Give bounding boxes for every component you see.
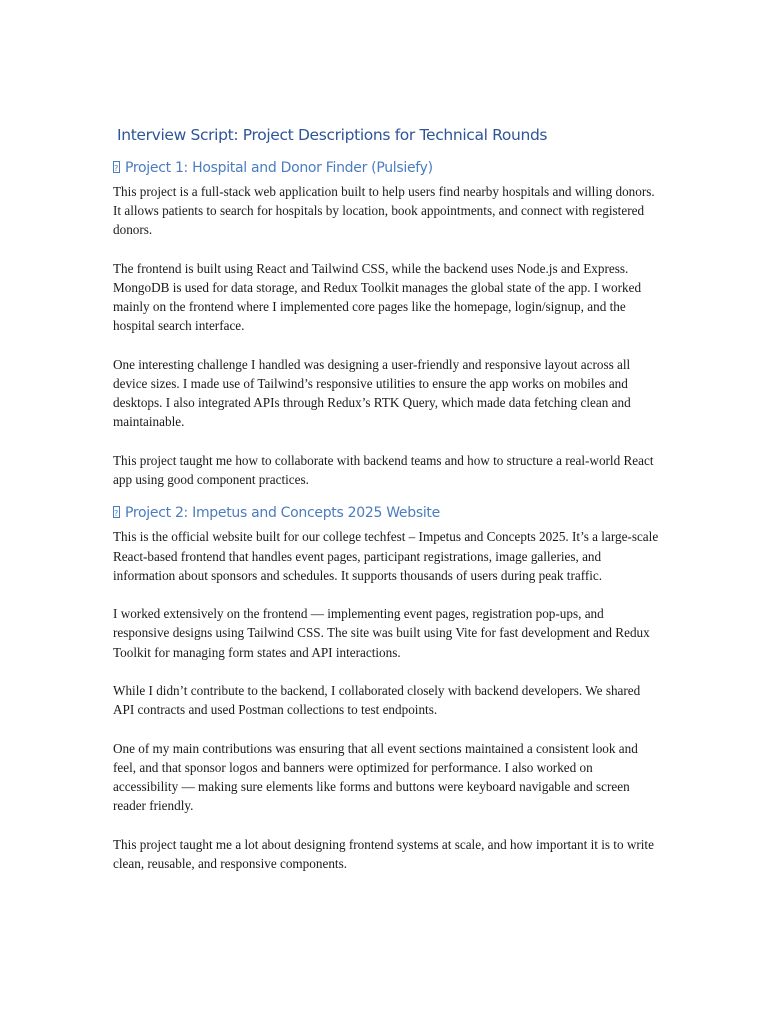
project-2-section: [113, 503, 659, 873]
project-2-paragraph-3: While I didn’t contribute to the backend, I collaborated closely with backend developers. We shared API contracts and used Postman collections to test endpoints.: [113, 682, 641, 718]
document-title: Interview Script: Project Descriptions for Technical Rounds: [117, 126, 548, 144]
project-1-section: [113, 158, 659, 489]
project-1-paragraph-4: This project taught me how to collaborate with backend teams and how to structure a real-world React app using good component practices.: [113, 452, 654, 487]
project-2-paragraph-4: One of my main contributions was ensuring that all event sections maintained a consistent look and feel, and that sponsor logos and banners were optimized for performance. I also worked on accessibility — making sure elements like forms and buttons were keyboard navigable and screen reader friendly.: [113, 740, 638, 814]
project-1-paragraph-1: This project is a full-stack web application built to help users find nearby hospitals and willing donors. It allows patients to search for hospitals by location, book appointments, and connect with registered donors.: [113, 184, 655, 238]
project-1-heading-text: Project 1: Hospital and Donor Finder (Pulsiefy): [125, 160, 433, 176]
missing-glyph-icon: [113, 506, 120, 518]
project-2-paragraph-1: This is the official website built for our college techfest – Impetus and Concepts 2025. It’s a large-scale React-based frontend that handles event pages, participant registrations, image galleries, and information about sponsors and schedules. It supports thousands of users during peak traffic.: [113, 529, 659, 583]
project-2-paragraph-2: I worked extensively on the frontend — implementing event pages, registration pop-ups, and responsive designs using Tailwind CSS. The site was built using Vite for fast development and Redux Toolkit for managing form states and API interactions.: [113, 606, 650, 660]
document-body: [113, 124, 659, 892]
project-1-heading: [113, 158, 659, 178]
project-1-paragraph-2: The frontend is built using React and Tailwind CSS, while the backend uses Node.js and Express. MongoDB is used for data storage, and Redux Toolkit manages the global state of the app. I worked mainly on the frontend where I implemented core pages like the homepage, login/signup, and the hospital search interface.: [113, 260, 642, 334]
project-2-heading: [113, 503, 659, 523]
missing-glyph-icon: [113, 161, 120, 173]
project-1-paragraph-3: One interesting challenge I handled was designing a user-friendly and responsive layout across all device sizes. I made use of Tailwind’s responsive utilities to ensure the app works on mobiles and desktops. I also integrated APIs through Redux’s RTK Query, which made data fetching clean and maintainable.: [113, 356, 631, 430]
project-2-heading-text: Project 2: Impetus and Concepts 2025 Website: [125, 505, 440, 522]
project-2-paragraph-5: This project taught me a lot about designing frontend systems at scale, and how important it is to write clean, reusable, and responsive components.: [113, 836, 654, 871]
